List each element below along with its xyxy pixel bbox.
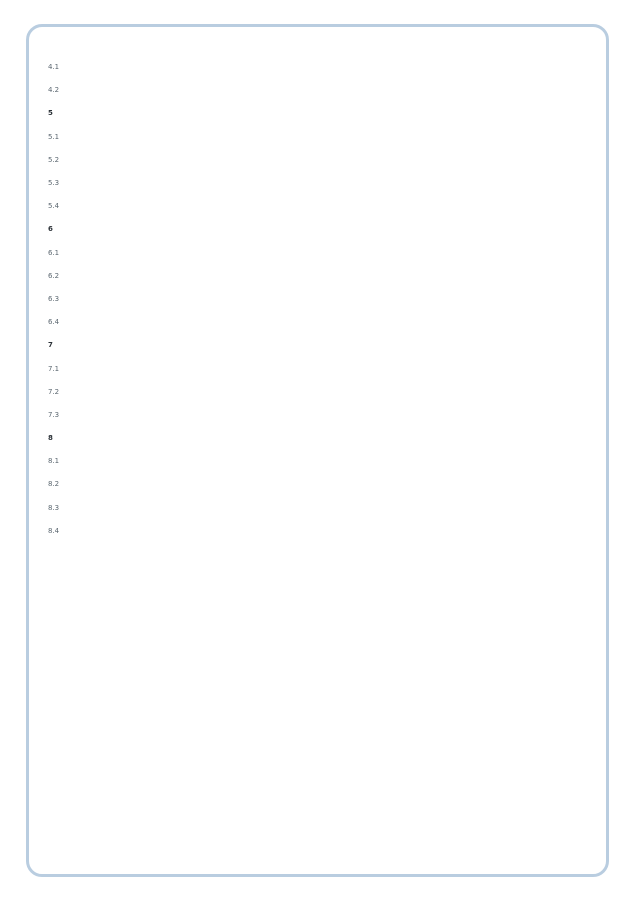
toc-entry[interactable] — [48, 674, 604, 697]
toc-entry[interactable] — [48, 628, 604, 651]
toc-entry-number: 7.2 — [48, 387, 60, 396]
toc-entry[interactable] — [48, 473, 604, 496]
toc-entry-number: 6 — [48, 225, 53, 234]
toc-entry-title — [70, 543, 560, 545]
toc-entry[interactable] — [48, 311, 604, 334]
toc-entry-number: 6.2 — [48, 271, 60, 280]
toc-entry[interactable] — [48, 126, 604, 149]
toc-entry[interactable] — [48, 520, 604, 543]
toc-entry[interactable] — [48, 450, 604, 473]
toc-entry-number: 7.1 — [48, 364, 60, 373]
toc-entry[interactable] — [48, 381, 604, 404]
toc-entry-number: 5.1 — [48, 132, 60, 141]
toc-entry[interactable] — [48, 584, 604, 625]
toc-entry-number: 8.1 — [48, 457, 60, 466]
toc-entry[interactable] — [48, 288, 604, 311]
toc-entry-number: 5.3 — [48, 179, 60, 188]
toc-entry[interactable] — [48, 767, 604, 790]
toc-entry[interactable] — [48, 334, 604, 357]
toc-entry[interactable] — [48, 744, 604, 767]
toc-entry[interactable] — [48, 698, 604, 721]
toc-entry-number: 7.3 — [48, 410, 60, 419]
toc-entry-number: 8.2 — [48, 480, 60, 489]
toc-entry[interactable] — [48, 721, 604, 744]
toc-entry[interactable] — [48, 172, 604, 195]
toc-entry[interactable] — [48, 404, 604, 427]
toc-entry[interactable] — [48, 218, 604, 241]
toc-entry[interactable] — [48, 357, 604, 380]
toc-entry[interactable] — [48, 497, 604, 520]
toc-entry[interactable] — [48, 149, 604, 172]
toc-entry[interactable] — [48, 651, 604, 674]
toc-entry-number: 8.4 — [48, 526, 60, 535]
toc-entry[interactable] — [48, 427, 604, 450]
toc-entry-number: 7 — [48, 341, 53, 350]
toc-entry-number: 8 — [48, 434, 53, 443]
toc-entry[interactable] — [48, 543, 604, 584]
toc-entry-number: 5 — [48, 109, 53, 118]
toc-entry[interactable] — [48, 195, 604, 218]
toc-entry[interactable] — [48, 265, 604, 288]
toc-entry-number: 4.1 — [48, 63, 60, 72]
table-of-contents — [48, 56, 604, 837]
toc-entry-number: 8.3 — [48, 503, 60, 512]
toc-entry[interactable] — [48, 242, 604, 265]
toc-entry-title — [70, 584, 560, 586]
toc-entry-number: 5.2 — [48, 155, 60, 164]
toc-entry-number: 4.2 — [48, 86, 60, 95]
toc-entry-number: 5.4 — [48, 202, 60, 211]
toc-entry[interactable] — [48, 56, 604, 79]
toc-entry-number: 6.1 — [48, 248, 60, 257]
toc-entry-number: 6.4 — [48, 318, 60, 327]
toc-entry[interactable] — [48, 790, 604, 813]
toc-entry[interactable] — [48, 102, 604, 125]
toc-entry[interactable] — [48, 813, 604, 836]
toc-entry-number: 6.3 — [48, 294, 60, 303]
toc-entry[interactable] — [48, 79, 604, 102]
